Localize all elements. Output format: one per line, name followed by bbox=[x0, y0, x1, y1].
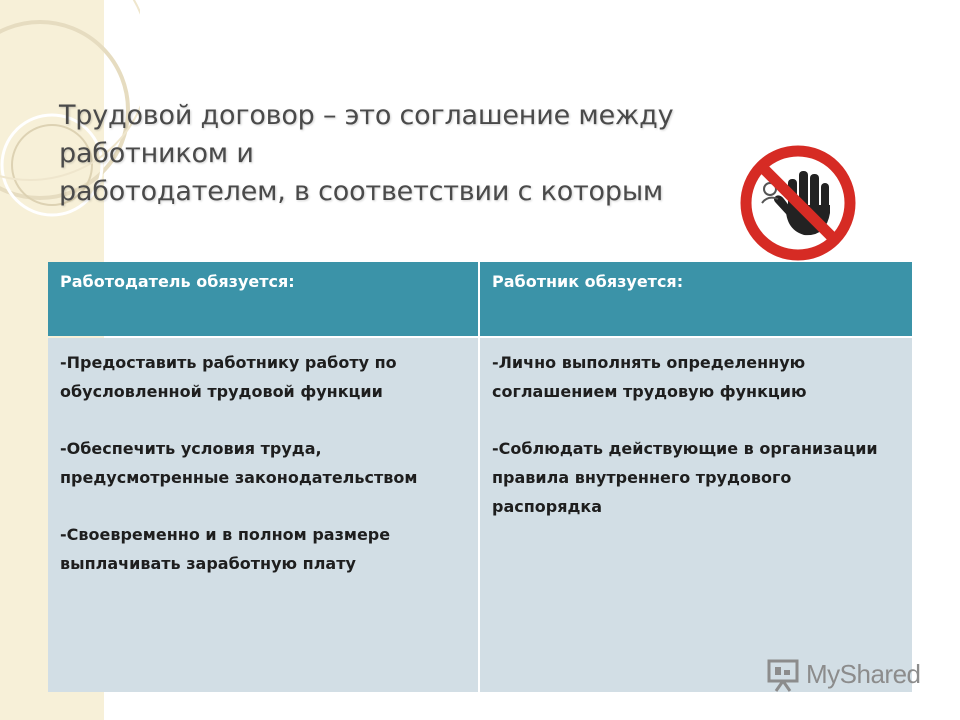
employer-header: Работодатель обязуется: bbox=[48, 262, 478, 336]
title-line-1: Трудовой договор – это соглашение между работником и bbox=[59, 100, 674, 169]
slide-title bbox=[59, 97, 739, 211]
employer-item: -Своевременно и в полном размере выплачивать заработную плату bbox=[60, 525, 391, 573]
employee-item: -Лично выполнять определенную соглашением трудовую функцию bbox=[492, 353, 807, 401]
employer-obligations-cell bbox=[48, 338, 478, 692]
obligations-table bbox=[48, 262, 912, 692]
watermark-text: MyShared bbox=[806, 659, 921, 689]
myshared-watermark bbox=[766, 655, 926, 695]
employer-item: -Предоставить работнику работу по обусловленной трудовой функции bbox=[60, 353, 397, 401]
employer-item: -Обеспечить условия труда, предусмотренные законодательством bbox=[60, 439, 418, 487]
presentation-icon bbox=[766, 657, 802, 693]
employee-item: -Соблюдать действующие в организации правила внутреннего трудового распорядка bbox=[492, 439, 878, 516]
title-line-2: работодателем, в соответствии с которым bbox=[59, 176, 664, 207]
prohibition-sign bbox=[738, 141, 862, 269]
stop-hand-prohibition-icon bbox=[738, 141, 862, 269]
employee-obligations-cell bbox=[480, 338, 912, 692]
employee-header: Работник обязуется: bbox=[480, 262, 912, 336]
